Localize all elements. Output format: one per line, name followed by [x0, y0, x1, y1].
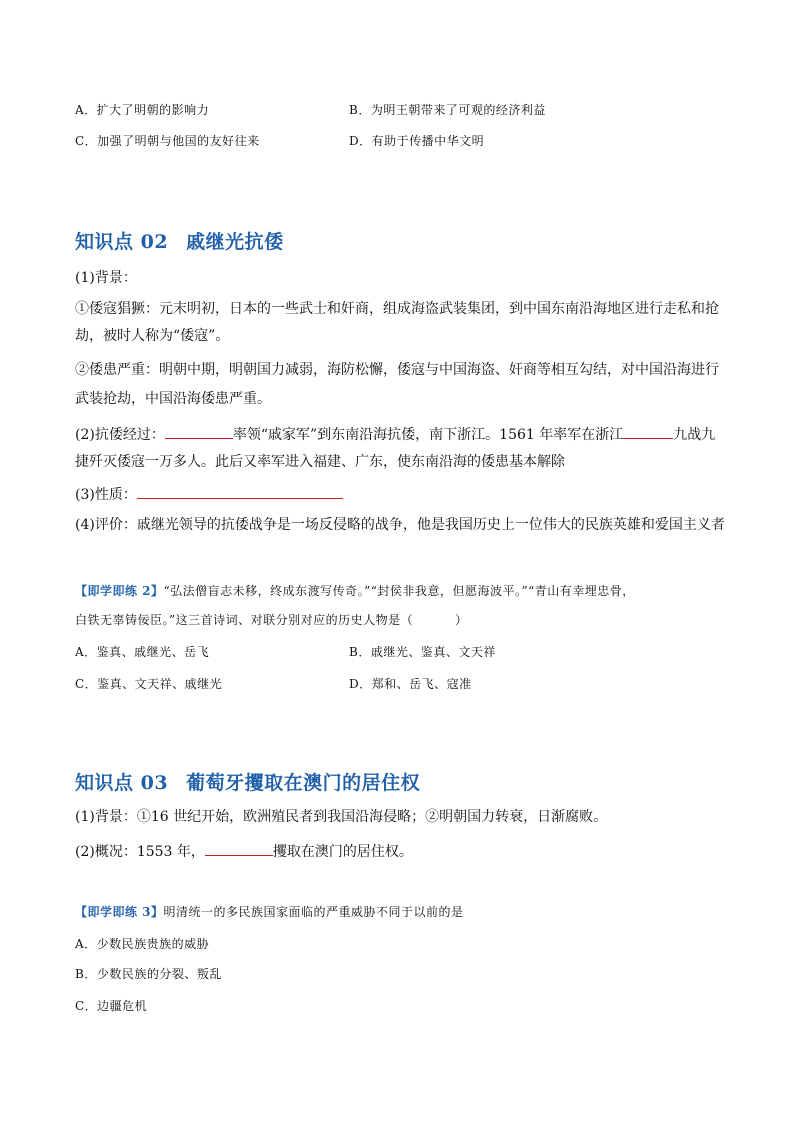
ex2-line2: [75, 610, 468, 630]
kp02-p2-line1: ②倭患严重：明朝中期，明朝国力减弱，海防松懈，倭寇与中国海盗、奸商等相互勾结，对中国沿海进行: [75, 362, 719, 378]
answer-blank[interactable]: [205, 841, 273, 856]
answer-blank[interactable]: [623, 424, 673, 439]
option-d: D．有助于传播中华文明: [349, 134, 485, 148]
kp03-overview: [75, 841, 413, 862]
kp03-number: 知识点 03: [75, 772, 169, 794]
overview-prefix: (2)概况：1553 年，: [75, 844, 205, 860]
answer-blank[interactable]: [137, 484, 343, 499]
kp02-background-label: (1)背景：: [75, 270, 137, 286]
ex3-label: 【即学即练 3】: [75, 905, 164, 919]
kp02-p1-line2: 劫，被时人称为“倭寇”。: [75, 328, 230, 344]
kp03-heading: [75, 768, 420, 795]
kp02-title: 戚继光抗倭: [186, 231, 284, 253]
ex3-option-a: A．少数民族贵族的威胁: [75, 937, 210, 951]
ex3-question-text: 明清统一的多民族国家面临的严重威胁不同于以前的是: [163, 905, 464, 919]
ex2-option-b: B．戚继光、鉴真、文天祥: [349, 645, 496, 659]
option-c: C．加强了明朝与他国的友好往来: [75, 134, 260, 148]
kp02-heading: [75, 227, 284, 254]
kp02-nature: [75, 484, 343, 505]
ex2-option-d: D．郑和、岳飞、寇准: [349, 677, 472, 691]
option-b: B．为明王朝带来了可观的经济利益: [349, 103, 546, 117]
kp02-process-line1: [75, 424, 715, 445]
answer-blank[interactable]: [165, 424, 233, 439]
overview-suffix: 攫取在澳门的居住权。: [272, 844, 413, 860]
nature-label: (3)性质：: [75, 487, 137, 503]
ex2-option-a: A．鉴真、戚继光、岳飞: [75, 645, 210, 659]
ex2-question-line2: 白铁无辜铸佞臣。”这三首诗词、对联分别对应的历史人物是（: [75, 613, 414, 627]
ex2-label: 【即学即练 2】: [75, 584, 164, 598]
process-mid: 率领“戚家军”到东南沿海抗倭，南下浙江。1561 年率军在浙江: [232, 427, 624, 443]
ex3-option-c: C．边疆危机: [75, 999, 148, 1013]
kp02-process-line2: 捷歼灭倭寇一万多人。此后又率军进入福建、广东，使东南沿海的倭患基本解除: [75, 454, 565, 470]
ex3-question: [75, 902, 464, 922]
process-end: 九战九: [673, 427, 716, 443]
ex3-option-b: B．少数民族的分裂、叛乱: [75, 967, 222, 981]
kp02-p1-line1: ①倭寇猖獗：元末明初，日本的一些武士和奸商，组成海盗武装集团，到中国东南沿海地区进行走私和抢: [75, 301, 719, 317]
kp02-number: 知识点 02: [75, 231, 169, 253]
ex2-question-line1: “弘法僧盲志未移，终成东渡写传奇。”“封侯非我意，但愿海波平。”“青山有幸埋忠骨，: [163, 584, 635, 598]
kp02-evaluation: (4)评价：戚继光领导的抗倭战争是一场反侵略的战争，他是我国历史上一位伟大的民族英雄和爱国主义者: [75, 517, 725, 533]
ex2-line1: [75, 581, 635, 601]
kp03-background: (1)背景：①16 世纪开始，欧洲殖民者到我国沿海侵略；②明朝国力转衰，日渐腐败。: [75, 809, 608, 825]
kp03-title: 葡萄牙攫取在澳门的居住权: [186, 772, 421, 794]
process-prefix: (2)抗倭经过：: [75, 427, 165, 443]
option-a: A．扩大了明朝的影响力: [75, 103, 210, 117]
ex2-paren-close: ）: [455, 613, 468, 627]
ex2-option-c: C．鉴真、文天祥、戚继光: [75, 677, 223, 691]
kp02-p2-line2: 武装抢劫，中国沿海倭患严重。: [75, 391, 271, 407]
